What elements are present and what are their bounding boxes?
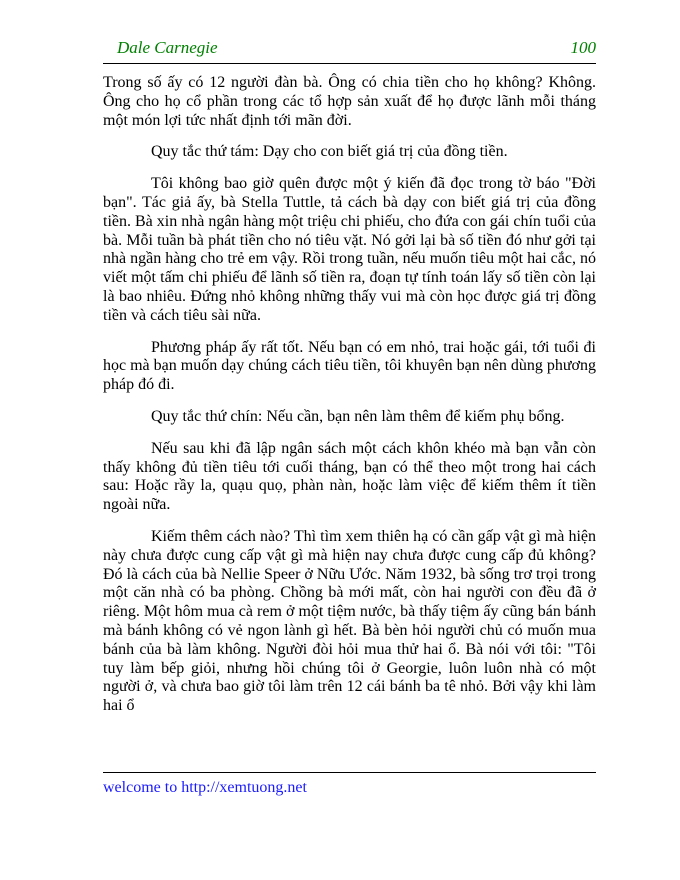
page-number: 100 <box>570 38 596 57</box>
footer-link[interactable]: welcome to http://xemtuong.net <box>103 779 307 796</box>
paragraph-rule-nine: Quy tắc thứ chín: Nếu cần, bạn nên làm thêm để kiếm phụ bổng. <box>151 407 565 425</box>
paragraph: Trong số ấy có 12 người đàn bà. Ông có chia tiền cho họ không? Không. Ông cho họ cổ phần trong các tổ hợp sản xuất để họ được lãnh mỗi tháng một món lợi tức nhất định tới mãn đời. <box>103 74 596 129</box>
paragraph: Kiếm thêm cách nào? Thì tìm xem thiên hạ có cần gấp vật gì mà hiện này chưa được cung cấp vật gì mà hiện nay chưa được cung cấp đủ không? Đó là cách của bà Nellie Speer ở Nữu Ước. Năm 1932, bà sống trơ trọi trong một căn nhà có ba phòng. Chồng bà mới mất, còn hai người con đều đã ở riêng. Một hôm mua cà rem ở một tiệm nước, bà thấy tiệm ấy cũng bán bánh mà bánh không có vẻ ngon lành gì hết. Bà bèn hỏi người chủ có muốn mua bánh của bà làm không. Người đòi hỏi mua thử hai ổ. Bà nói với tôi: "Tôi tuy làm bếp giỏi, nhưng hồi chúng tôi ở Georgie, luôn luôn nhà có một người ở, và chưa bao giờ tôi làm trên 12 cái bánh ba tê nhỏ. Bởi vậy khi làm hai ổ <box>103 527 596 715</box>
paragraph-rule-eight: Quy tắc thứ tám: Dạy cho con biết giá trị của đồng tiền. <box>151 143 508 161</box>
page-footer <box>103 772 596 797</box>
document-body <box>103 74 596 729</box>
paragraph: Phương pháp ấy rất tốt. Nếu bạn có em nhỏ, trai hoặc gái, tới tuổi đi học mà bạn muốn dạy chúng cách tiêu tiền, tôi khuyên bạn nên dùng phương pháp đó đi. <box>103 338 597 394</box>
page-header <box>103 38 596 64</box>
paragraph: Nếu sau khi đã lập ngân sách một cách khôn khéo mà bạn vẫn còn thấy không đủ tiền tiêu tới cuối tháng, bạn có thể theo một trong hai cách sau: Hoặc rầy la, quạu quọ, phàn nàn, hoặc làm việc để kiếm thêm ít tiền ngoài nữa. <box>103 439 596 514</box>
header-author: Dale Carnegie <box>117 38 218 57</box>
paragraph: Tôi không bao giờ quên được một ý kiến đã đọc trong tờ báo "Đời bạn". Tác giả ấy, bà Stella Tuttle, tả cách bà dạy con biết giá trị của đồng tiền. Bà xin nhà ngân hàng một triệu chi phiếu, cho đứa con gái chín tuổi của bà. Mỗi tuần bà phát tiền cho nó tiêu vặt. Nó gởi lại bà số tiền đó như gởi tại nhà ngần hàng cho trẻ em vậy. Rồi trong tuần, nếu muốn tiêu một hai cắc, nó viết một tấm chi phiếu để lãnh số tiền ra, đoạn tự tính toán lấy số tiền còn lại là bao nhiêu. Đứng nhỏ không những thấy vui mà còn học được giá trị đồng tiền và cách tiêu sài nữa. <box>103 175 596 324</box>
